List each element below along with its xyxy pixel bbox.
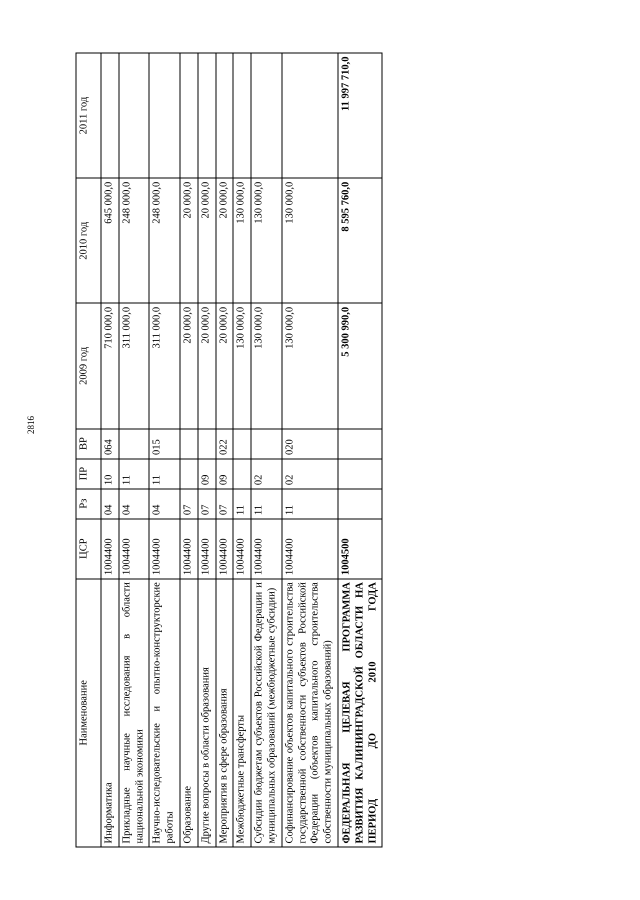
cell-name: Образование <box>179 579 197 847</box>
table-row <box>233 53 251 847</box>
cell-year-2010: 20 000,0 <box>215 178 233 303</box>
table-row <box>101 53 119 847</box>
cell-year-2009: 130 000,0 <box>251 303 282 428</box>
cell-year-2011 <box>233 53 251 178</box>
cell-vr <box>179 429 197 459</box>
cell-name: ФЕДЕРАЛЬНАЯ ЦЕЛЕВАЯ ПРОГРАММА РАЗВИТИЯ КАЛИНИНГРАДСКОЙ ОБЛАСТИ НА ПЕРИОД ДО 2010 ГОДА <box>337 579 381 847</box>
column-header-pr: ПР <box>76 459 101 489</box>
cell-name: Прикладные научные исследования в области национальной экономики <box>118 579 149 847</box>
page-number: 2816 <box>26 416 36 434</box>
cell-rz: 07 <box>215 489 233 519</box>
cell-pr: 11 <box>149 459 180 489</box>
cell-csr: 1004400 <box>233 519 251 579</box>
cell-year-2011 <box>251 53 282 178</box>
cell-year-2009: 130 000,0 <box>281 303 337 428</box>
cell-vr <box>233 429 251 459</box>
column-header-rz: Рз <box>76 489 101 519</box>
cell-year-2010: 248 000,0 <box>149 178 180 303</box>
cell-vr <box>118 429 149 459</box>
column-header-csr: ЦСР <box>76 519 101 579</box>
cell-csr: 1004400 <box>215 519 233 579</box>
cell-pr: 09 <box>197 459 215 489</box>
cell-year-2011 <box>281 53 337 178</box>
cell-year-2010: 8 595 760,0 <box>337 178 381 303</box>
cell-year-2009: 5 300 990,0 <box>337 303 381 428</box>
cell-year-2010: 130 000,0 <box>281 178 337 303</box>
cell-pr <box>337 459 381 489</box>
cell-year-2010: 20 000,0 <box>197 178 215 303</box>
cell-vr: 064 <box>101 429 119 459</box>
cell-year-2010: 20 000,0 <box>179 178 197 303</box>
cell-name: Субсидии бюджетам субъектов Российской Федерации и муниципальных образований (межбюджетные субсидии) <box>251 579 282 847</box>
cell-name: Другие вопросы в области образования <box>197 579 215 847</box>
cell-name: Межбюджетные трансферты <box>233 579 251 847</box>
cell-year-2009: 20 000,0 <box>197 303 215 428</box>
cell-pr <box>233 459 251 489</box>
cell-name: Мероприятия в сфере образования <box>215 579 233 847</box>
cell-pr: 11 <box>118 459 149 489</box>
budget-table <box>75 53 382 848</box>
cell-name: Информатика <box>101 579 119 847</box>
cell-rz: 07 <box>179 489 197 519</box>
cell-pr: 02 <box>281 459 337 489</box>
cell-year-2011 <box>179 53 197 178</box>
cell-year-2011 <box>197 53 215 178</box>
cell-year-2009: 20 000,0 <box>179 303 197 428</box>
table-row <box>197 53 215 847</box>
cell-name: Научно-исследовательские и опытно-конструкторские работы <box>149 579 180 847</box>
landscape-page-content <box>75 53 565 848</box>
cell-vr: 020 <box>281 429 337 459</box>
cell-year-2009: 130 000,0 <box>233 303 251 428</box>
table-row <box>337 53 381 847</box>
cell-year-2009: 20 000,0 <box>215 303 233 428</box>
cell-rz: 11 <box>233 489 251 519</box>
cell-rz: 04 <box>118 489 149 519</box>
cell-year-2010: 130 000,0 <box>251 178 282 303</box>
cell-vr <box>337 429 381 459</box>
table-row <box>215 53 233 847</box>
cell-year-2011 <box>149 53 180 178</box>
column-header-year-2009: 2009 год <box>76 303 101 428</box>
column-header-year-2011: 2011 год <box>76 53 101 178</box>
cell-year-2010: 645 000,0 <box>101 178 119 303</box>
cell-vr: 022 <box>215 429 233 459</box>
cell-rz: 04 <box>149 489 180 519</box>
cell-name: Софинансирование объектов капитального строительства государственной собственности субъектов Российской Федерации (объектов капитального строительства собственности муниципальных образований) <box>281 579 337 847</box>
cell-vr: 015 <box>149 429 180 459</box>
cell-pr: 02 <box>251 459 282 489</box>
table-row <box>149 53 180 847</box>
cell-year-2011 <box>215 53 233 178</box>
table-body <box>101 53 382 847</box>
cell-csr: 1004500 <box>337 519 381 579</box>
cell-csr: 1004400 <box>281 519 337 579</box>
cell-rz: 04 <box>101 489 119 519</box>
cell-csr: 1004400 <box>179 519 197 579</box>
cell-rz <box>337 489 381 519</box>
cell-year-2011: 11 997 710,0 <box>337 53 381 178</box>
cell-year-2011 <box>118 53 149 178</box>
cell-year-2011 <box>101 53 119 178</box>
table-header-row <box>76 53 101 847</box>
cell-vr <box>251 429 282 459</box>
cell-vr <box>197 429 215 459</box>
cell-rz: 07 <box>197 489 215 519</box>
cell-csr: 1004400 <box>149 519 180 579</box>
table-row <box>179 53 197 847</box>
table-row <box>251 53 282 847</box>
cell-rz: 11 <box>281 489 337 519</box>
column-header-vr: ВР <box>76 429 101 459</box>
column-header-year-2010: 2010 год <box>76 178 101 303</box>
cell-pr: 10 <box>101 459 119 489</box>
cell-pr <box>179 459 197 489</box>
cell-year-2009: 311 000,0 <box>118 303 149 428</box>
cell-csr: 1004400 <box>197 519 215 579</box>
cell-csr: 1004400 <box>251 519 282 579</box>
cell-csr: 1004400 <box>101 519 119 579</box>
cell-year-2010: 130 000,0 <box>233 178 251 303</box>
table-row <box>281 53 337 847</box>
column-header-name: Наименование <box>76 579 101 847</box>
cell-rz: 11 <box>251 489 282 519</box>
cell-year-2010: 248 000,0 <box>118 178 149 303</box>
cell-csr: 1004400 <box>118 519 149 579</box>
table-row <box>118 53 149 847</box>
cell-pr: 09 <box>215 459 233 489</box>
cell-year-2009: 311 000,0 <box>149 303 180 428</box>
cell-year-2009: 710 000,0 <box>101 303 119 428</box>
